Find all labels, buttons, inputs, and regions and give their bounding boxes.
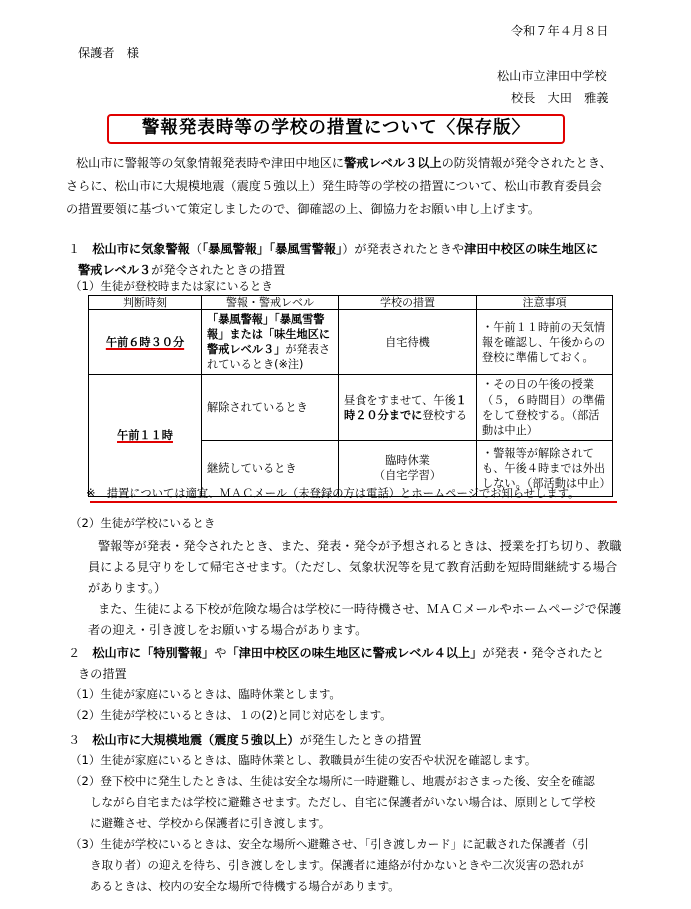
level-cell (202, 310, 339, 375)
heading-text: が発生したときの措置 (299, 733, 422, 747)
principal-name: 校長 大田 雅義 (511, 91, 609, 105)
intro-line-3: の措置要領に基づいて策定しましたので、御確認の上、御協力をお願い申し上げます。 (66, 202, 541, 216)
heading-bold: 「津田中校区の味生地区に警戒レベル４以上」 (226, 646, 483, 660)
heading-bold: 警戒レベル３ (78, 263, 152, 277)
time-cell (89, 375, 202, 496)
measure-text: （自宅学習） (373, 469, 442, 483)
intro-paragraph (76, 154, 656, 174)
note-underline (90, 501, 617, 503)
document-date: 令和７年４月８日 (511, 24, 609, 38)
header-level: 警報・警戒レベル (202, 296, 339, 310)
heading-bold: 津田中校区の味生地区に (464, 242, 599, 256)
measure-bold: １時２０分までに (344, 393, 467, 422)
intro-text: 松山市に警報等の気象情報発表時や津田中地区に (76, 156, 345, 170)
section3-heading (68, 731, 421, 750)
table-row (89, 310, 613, 375)
section-number: ３ (68, 733, 93, 747)
level-bold: 「暴風警報」「暴風雪警報」または「味生地区に警戒レベル３」 (207, 313, 331, 357)
section3-item-cont: に避難させ、学校から保護者に引き渡します。 (90, 816, 331, 830)
section2-heading (68, 644, 604, 663)
level-cell: 継続しているとき (202, 440, 339, 496)
table-row (89, 375, 613, 440)
section1-sub2: （2）生徒が学校にいるとき (70, 516, 216, 530)
time-cell (89, 310, 202, 375)
section-number: １ (68, 242, 93, 256)
header-time: 判断時刻 (89, 296, 202, 310)
school-name: 松山市立津田中学校 (497, 69, 607, 83)
heading-bold: 松山市に大規模地震（震度５強以上） (92, 733, 300, 747)
sub2-line: があります。） (88, 581, 167, 595)
sub2-line: 者の迎え・引き渡しをお願いする場合があります。 (88, 623, 368, 637)
section2-heading-line2: きの措置 (78, 667, 127, 681)
intro-line-1 (76, 154, 656, 174)
section1-heading (68, 240, 598, 259)
heading-bold: 松山市に気象警報 (92, 242, 190, 256)
section3-item: （2）登下校中に発生したときは、生徒は安全な場所に一時避難し、地震がおさまった後、安全を確認 (70, 774, 595, 788)
level-cell: 解除されているとき (202, 375, 339, 440)
section2-item: （2）生徒が学校にいるときは、１の(2)と同じ対応をします。 (70, 708, 392, 722)
header-notes: 注意事項 (477, 296, 613, 310)
time-label: 午前６時３０分 (105, 335, 185, 349)
section3-item-cont: あるときは、校内の安全な場所で待機する場合があります。 (90, 879, 400, 893)
heading-text: や (214, 646, 227, 660)
document-title: 警報発表時等の学校の措置について〈保存版〉 (107, 114, 565, 144)
note-cell: ・その日の午後の授業（５，６時間目）の準備をして登校する。（部活動は中止） (477, 375, 613, 440)
section2-item: （1）生徒が家庭にいるときは、臨時休業とします。 (70, 687, 341, 701)
table-note: ※ 措置については適宜、ＭＡＣメール（未登録の方は電話）とホームページでお知らせします。 (86, 487, 580, 500)
sub2-line: 警報等が発表・発令されたとき、また、発表・発令が予想されるときは、授業を打ち切り、教職 (98, 539, 622, 553)
level-text: が発表されているとき(※注) (207, 343, 331, 372)
heading-bold: 「暴風警報」「暴風雪警報」 (202, 242, 343, 256)
intro-text: の防災情報が発令されたとき、 (441, 156, 612, 170)
heading-text: （ (189, 242, 203, 256)
section3-item-cont: しながら自宅または学校に避難させます。ただし、自宅に保護者がいない場合は、原則として学校 (90, 795, 596, 809)
measure-text: 昼食をすませて、午後 (344, 393, 456, 407)
measures-table (88, 295, 613, 497)
measure-cell: 自宅待機 (339, 310, 477, 375)
heading-text: が発令されたときの措置 (151, 263, 286, 277)
sub2-line: また、生徒による下校が危険な場合は学校に一時待機させ、ＭＡＣメールやホームページで保護 (98, 602, 622, 616)
section-number: ２ (68, 646, 93, 660)
sub2-line: 員による見守りをして帰宅させます。（ただし、気象状況等を見て教育活動を短時間継続する場合 (88, 560, 618, 574)
heading-bold: 松山市に「特別警報」 (92, 646, 215, 660)
section3-item: （1）生徒が家庭にいるときは、臨時休業とし、教職員が生徒の安否や状況を確認します。 (70, 753, 537, 767)
intro-line-2: さらに、松山市に大規模地震（震度５強以上）発生時等の学校の措置について、松山市教育委員会 (66, 179, 602, 193)
section3-item: （3）生徒が学校にいるときは、安全な場所へ避難させ、「引き渡しカード」に記載された保護者（引 (70, 837, 589, 851)
heading-text: ）が発表されたときや (342, 242, 465, 256)
recipient: 保護者 様 (78, 46, 139, 60)
header-measure: 学校の措置 (339, 296, 477, 310)
note-cell: ・午前１１時前の天気情報を確認し、午後からの登校に準備しておく。 (477, 310, 613, 375)
intro-emphasis: 警戒レベル３以上 (344, 156, 442, 170)
time-label: 午前１１時 (117, 429, 173, 443)
measure-text: 登校する (422, 408, 468, 422)
measure-cell (339, 375, 477, 440)
table-header-row (89, 296, 613, 310)
measure-text: 臨時休業 (385, 454, 430, 468)
note-cell: ・警報等が解除されても、午後４時までは外出しない。（部活動は中止） (477, 440, 613, 496)
section1-sub1: （1）生徒が登校時または家にいるとき (70, 279, 273, 293)
section3-item-cont: き取り者）の迎えを待ち、引き渡しをします。保護者に連絡が付かないときや二次災害の恐れが (90, 858, 584, 872)
heading-text: が発表・発令されたと (482, 646, 605, 660)
